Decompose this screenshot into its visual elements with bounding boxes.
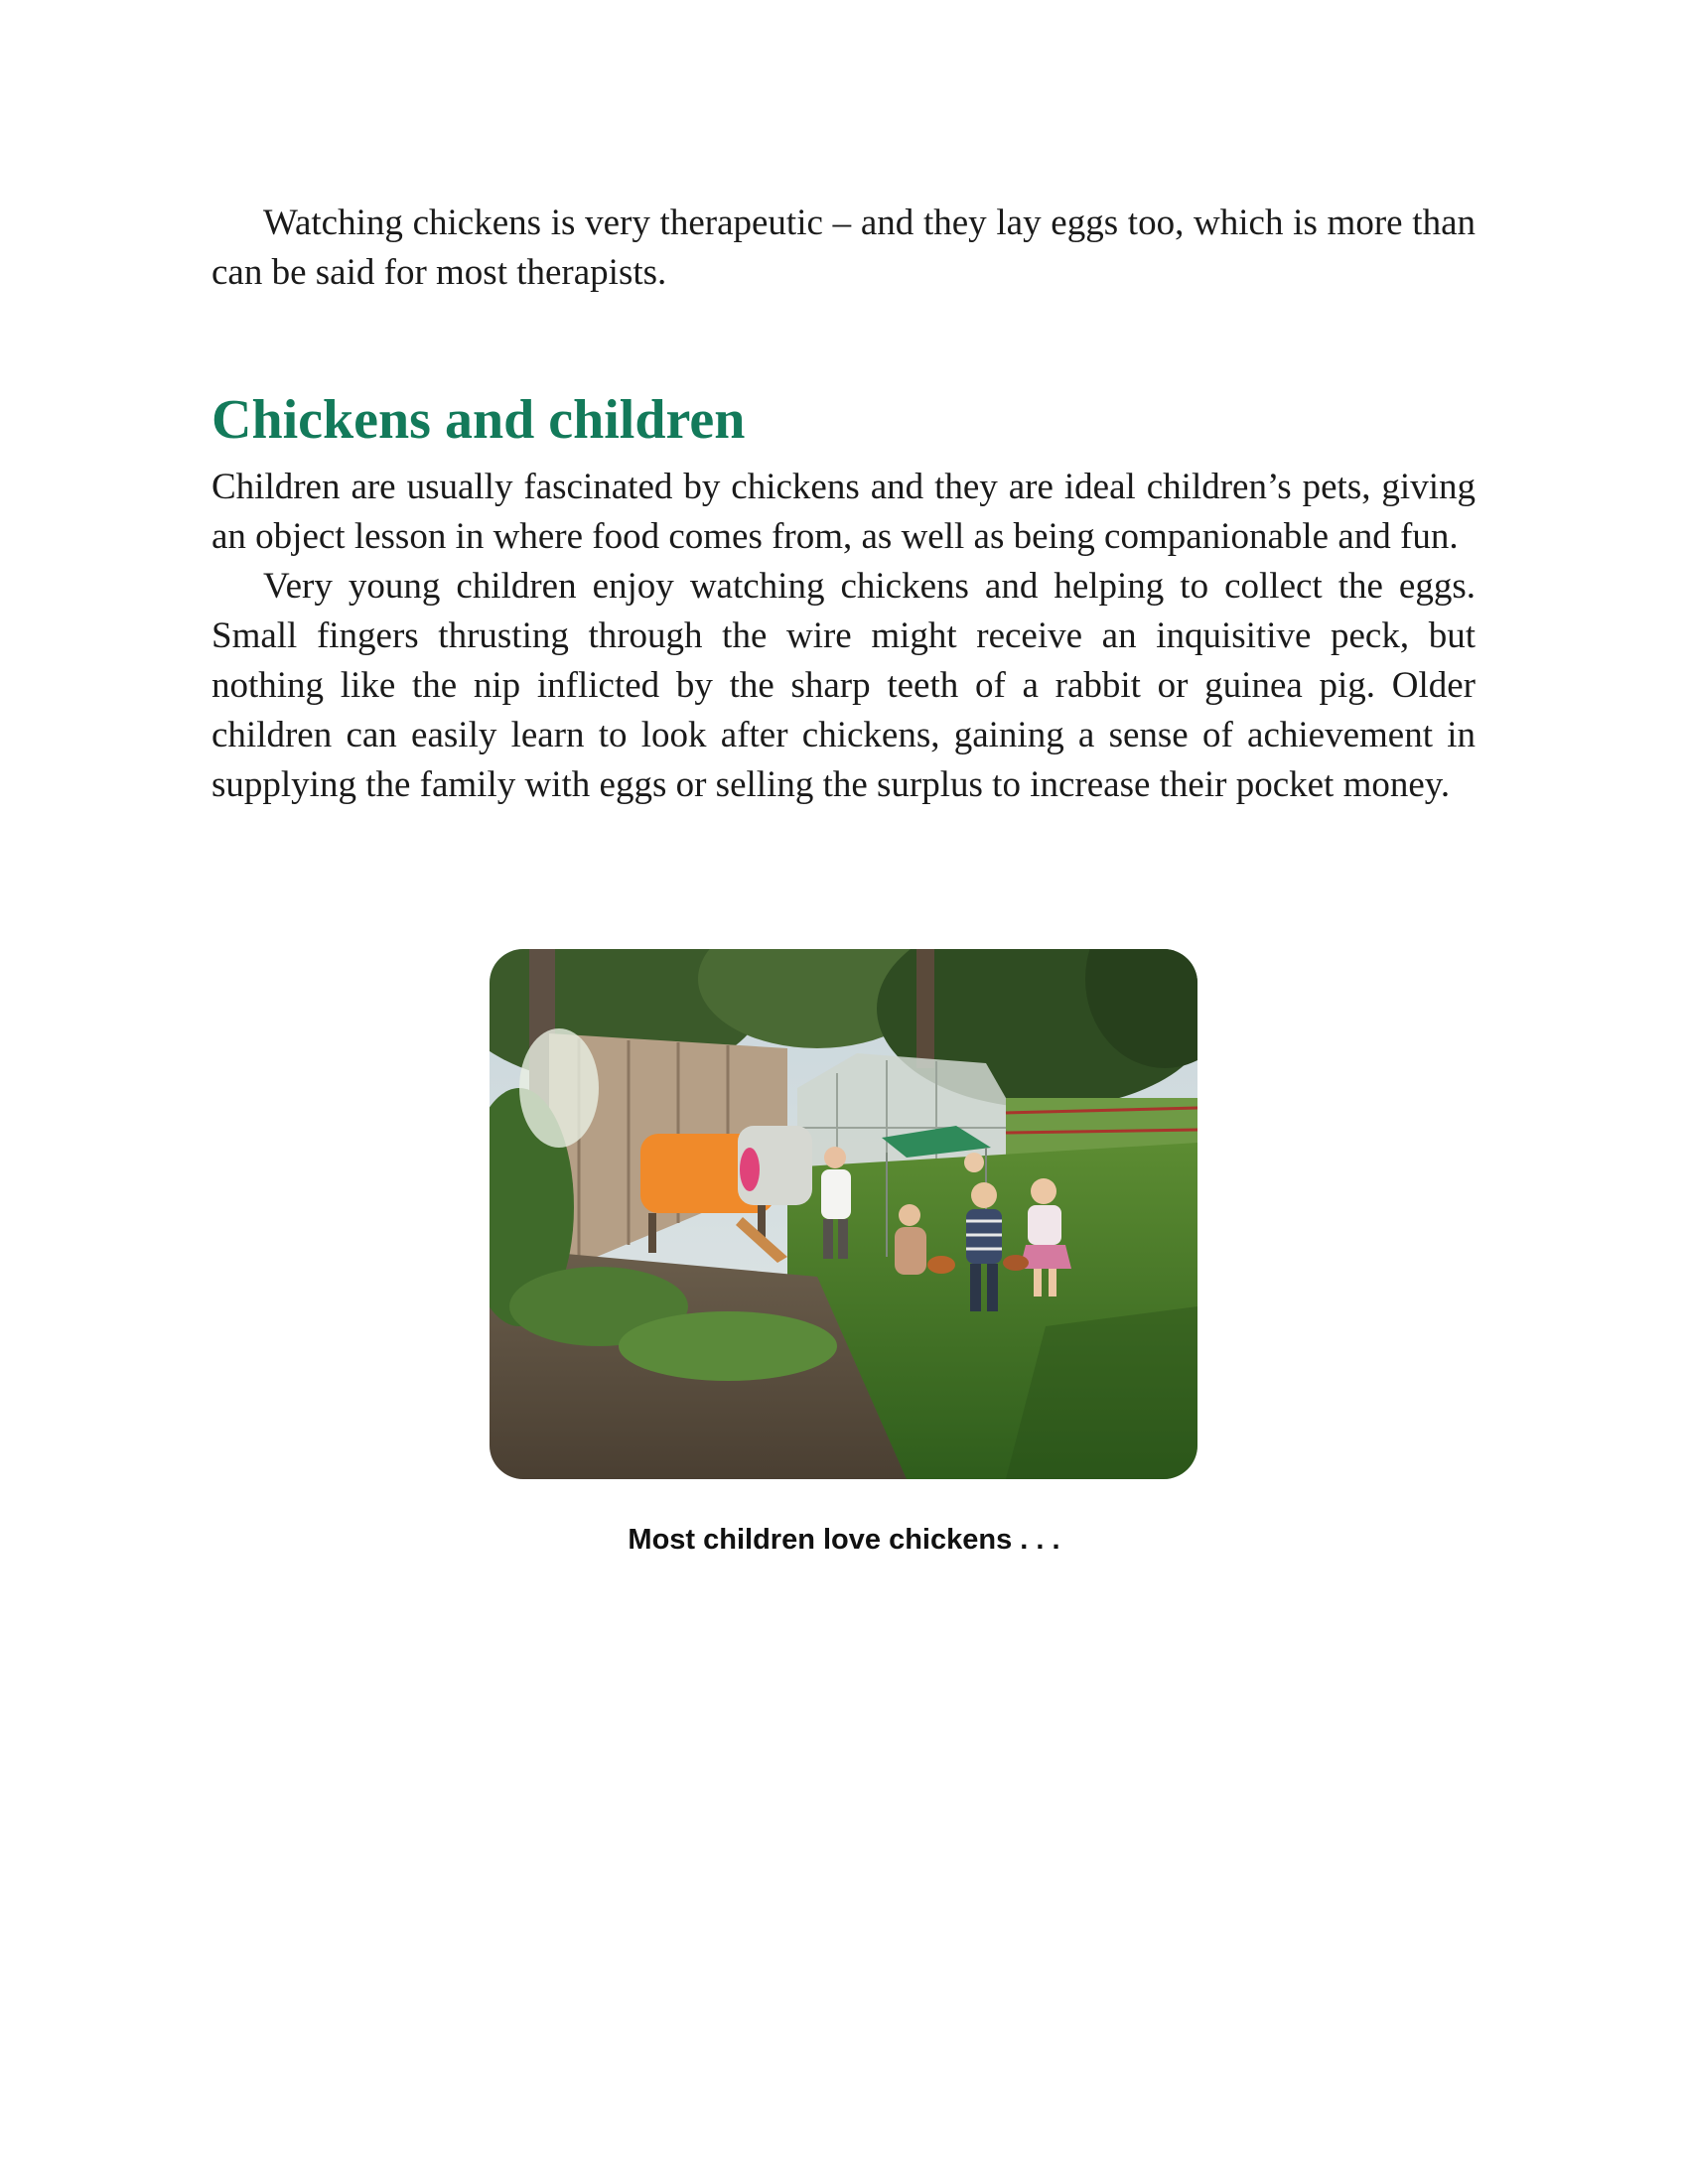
body-paragraph-1: Children are usually fascinated by chickens and they are ideal children’s pets, giving an object lesson in where food comes from, as well as being companionable and fun. xyxy=(211,467,1476,557)
body-paragraph-2: Very young children enjoy watching chickens and helping to collect the eggs. Small fingers thrusting through the wire might receive an inquisitive peck, but nothing like the nip inflicted by the sharp teeth of a rabbit or guinea pig. Older children can easily learn to look after chickens, gaining a sense of achievement in supplying the family with eggs or selling the surplus to increase their pocket money. xyxy=(211,566,1476,805)
section-heading: Chickens and children xyxy=(211,389,746,451)
section-body xyxy=(211,463,1476,810)
figure-caption: Most children love chickens . . . xyxy=(628,1524,1060,1556)
garden-children-photo xyxy=(490,949,1197,1479)
intro-paragraph: Watching chickens is very therapeutic – and they lay eggs too, which is more than can be said for most therapists. xyxy=(211,203,1476,293)
intro-block xyxy=(211,199,1476,298)
